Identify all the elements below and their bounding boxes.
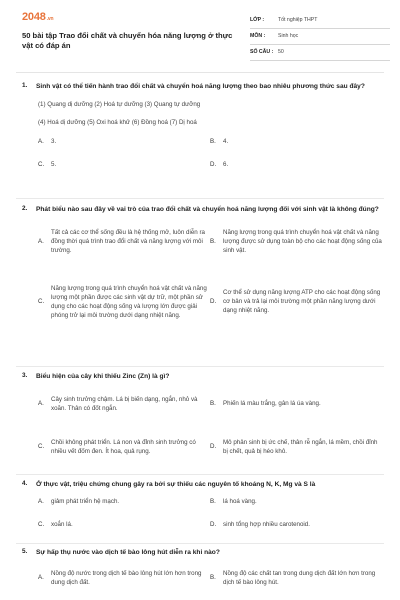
option-label: A. (38, 138, 44, 146)
question-head (16, 480, 384, 490)
option-label: B. (210, 238, 216, 246)
question-4 (16, 480, 384, 542)
option-a[interactable] (38, 223, 210, 263)
option-d[interactable] (210, 161, 370, 170)
option-label: D. (210, 443, 217, 451)
question-5 (16, 548, 384, 597)
option-c[interactable] (38, 428, 210, 468)
meta-value: Sinh học (278, 32, 299, 39)
option-text: Nồng độ nước trong dịch tế bào lông hút lớn hơn trong dung dịch đất. (51, 569, 202, 586)
question-text: Phát biểu nào sau đây về vai trò của trao đổi chất và chuyển hoá năng lượng đối với sinh vật là không đúng? (36, 206, 379, 213)
option-label: B. (210, 574, 216, 582)
option-a[interactable] (38, 390, 210, 420)
question-3 (16, 372, 384, 482)
site-logo[interactable] (22, 10, 53, 25)
option-text: Cơ thể sử dụng năng lượng ATP cho các hoạt động sống cơ bản và trả lại môi trường một phần năng lượng dưới dạng nhiệt năng. (223, 289, 381, 315)
option-text: 5. (51, 161, 57, 169)
document-title: 50 bài tập Trao đổi chất và chuyển hóa năng lượng ở thực vật có đáp án (22, 31, 233, 50)
option-label: C. (38, 298, 45, 306)
option-label: A. (38, 400, 44, 408)
option-c[interactable] (38, 521, 210, 530)
question-divider (16, 198, 384, 199)
option-text: Tất cả các cơ thể sống đều là hệ thống mở, luôn diễn ra đồng thời quá trình trao đổi chất và năng lượng với môi trường. (51, 229, 205, 255)
option-text: Mô phân sinh bị ức chế, thân rễ ngắn, lá mềm, chồi đỉnh bị chết, quả bị héo khô. (223, 438, 378, 455)
option-a[interactable] (38, 498, 210, 507)
question-text: Sinh vật có thể tiến hành trao đổi chất và chuyển hoá năng lượng theo bao nhiêu phương thức sau đây? (36, 83, 365, 90)
option-text: Chồi không phát triển. Lá non và đỉnh sinh trưởng có nhiều vết đốm đen. Ít hoa, quả rụng. (51, 438, 196, 455)
option-text: xoắn lá. (51, 520, 73, 528)
logo-main: 2048 (22, 11, 46, 23)
option-label: A. (38, 574, 44, 582)
document-header (22, 10, 380, 62)
option-label: B. (210, 138, 216, 146)
option-text: Phiến lá màu trắng, gân lá úa vàng. (223, 400, 321, 408)
option-d[interactable] (210, 428, 382, 468)
option-label: D. (210, 298, 217, 306)
header-divider (16, 72, 384, 73)
question-2 (16, 205, 384, 353)
option-label: B. (210, 400, 216, 408)
question-head (16, 205, 384, 215)
options-group (16, 567, 384, 597)
question-statement: (4) Hoá dị dưỡng (5) Oxi hoá khử (6) Đồng hoá (7) Dị hoá (38, 118, 197, 126)
option-text: Năng lượng trong quá trình chuyển hoá vật chất và năng lượng một phần được các sinh vật dự trữ, một phần sử dụng cho các hoạt động sống và lượng lớn được giải phóng trở lại môi trường dưới dạng nhiệt năng. (51, 284, 207, 319)
option-d[interactable] (210, 521, 382, 530)
option-c[interactable] (38, 269, 210, 337)
question-text: Sự hấp thụ nước vào dịch tế bào lông hút diễn ra khi nào? (36, 549, 220, 556)
options-group (16, 138, 384, 178)
options-group (16, 390, 384, 482)
question-number: 1. (22, 82, 28, 89)
option-c[interactable] (38, 161, 198, 170)
option-b[interactable] (210, 390, 382, 420)
option-text: 3. (51, 138, 57, 146)
question-divider (16, 366, 384, 367)
meta-value: 50 (278, 48, 284, 55)
question-divider (16, 474, 384, 475)
meta-key: LỚP : (250, 16, 265, 23)
option-text: sinh tổng hợp nhiều carotenoid. (223, 520, 310, 528)
question-head (16, 548, 384, 558)
options-group (16, 223, 384, 353)
meta-value: Tốt nghiệp THPT (278, 16, 318, 23)
option-b[interactable] (210, 223, 382, 263)
option-text: 6. (223, 161, 229, 169)
option-a[interactable] (38, 138, 198, 147)
question-number: 4. (22, 480, 28, 487)
option-a[interactable] (38, 567, 210, 591)
meta-row-subject (250, 29, 390, 45)
question-number: 3. (22, 372, 28, 379)
option-d[interactable] (210, 269, 382, 337)
question-divider (16, 543, 384, 544)
logo-suffix: .vn (46, 16, 54, 22)
options-group (16, 498, 384, 542)
option-b[interactable] (210, 138, 370, 147)
question-statement: (1) Quang dị dưỡng (2) Hoá tự dưỡng (3) Quang tự dưỡng (38, 100, 201, 108)
option-text: 4. (223, 138, 229, 146)
option-text: Nồng độ các chất tan trong dung dịch đất lớn hơn trong dịch tế bào lông hút. (223, 569, 376, 586)
option-text: giảm phát triển hệ mạch. (51, 497, 120, 505)
meta-row-count (250, 45, 390, 61)
question-head (16, 372, 384, 382)
meta-key: SỐ CÂU : (250, 48, 274, 55)
meta-table (250, 13, 390, 61)
meta-row-grade (250, 13, 390, 29)
question-head (16, 82, 384, 92)
option-label: B. (210, 497, 216, 505)
option-b[interactable] (210, 498, 382, 507)
option-label: C. (38, 443, 45, 451)
option-text: lá hoá vàng. (223, 497, 257, 505)
question-1 (16, 82, 384, 178)
option-label: A. (38, 497, 44, 505)
option-label: C. (38, 161, 45, 169)
option-b[interactable] (210, 567, 382, 591)
option-label: D. (210, 161, 217, 169)
meta-key: MÔN : (250, 32, 266, 39)
option-text: Năng lượng trong quá trình chuyển hoá vật chất và năng lượng được sử dụng toàn bộ cho các hoạt động sống của sinh vật. (223, 229, 382, 255)
option-label: D. (210, 520, 217, 528)
option-label: C. (38, 520, 45, 528)
question-text: Biểu hiện của cây khi thiếu Zinc (Zn) là gì? (36, 373, 170, 380)
option-text: Cây sinh trưởng chậm. Lá bị biến dạng, ngắn, nhỏ và xoăn. Thân có đốt ngắn. (51, 395, 198, 412)
question-text: Ở thực vật, triệu chứng chung gây ra bởi sự thiếu các nguyên tố khoáng N, K, Mg và S là (36, 481, 316, 488)
option-label: A. (38, 238, 44, 246)
question-number: 2. (22, 205, 28, 212)
question-number: 5. (22, 548, 28, 555)
